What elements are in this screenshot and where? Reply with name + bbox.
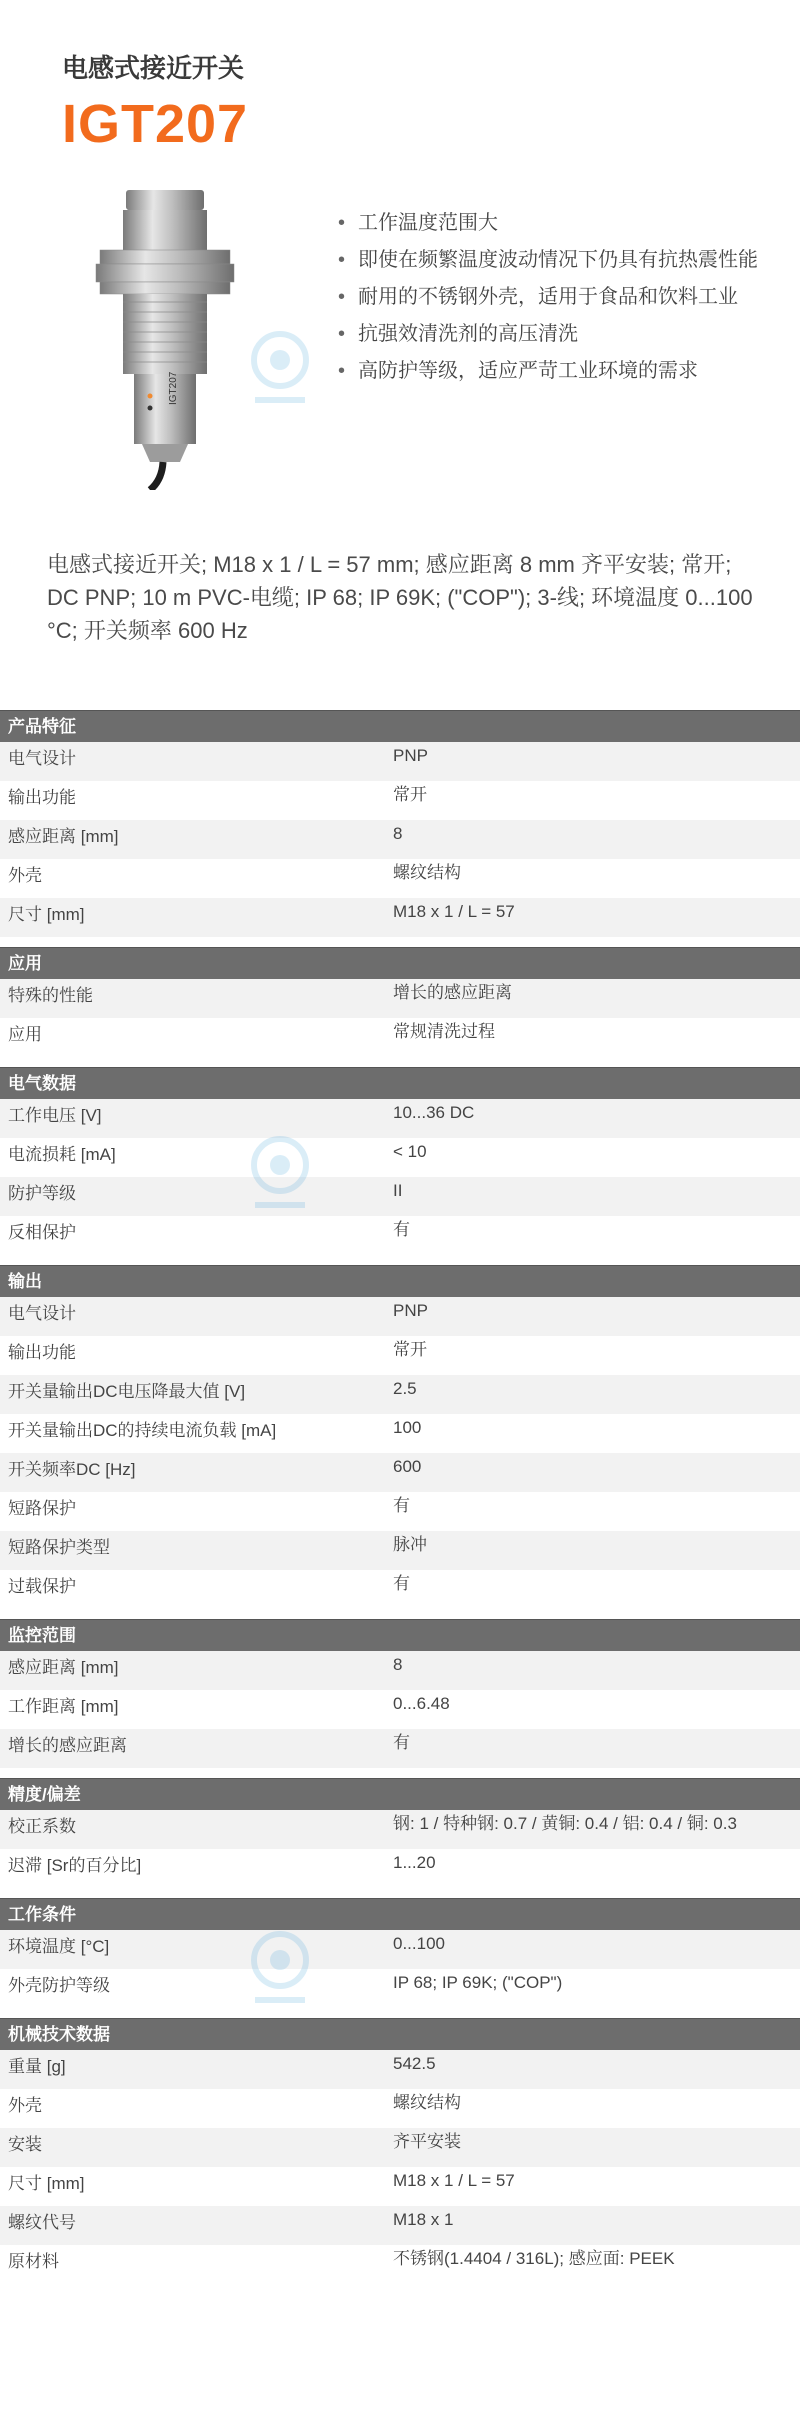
- table-row: [0, 1810, 800, 1849]
- section-header: 工作条件: [0, 1898, 800, 1930]
- table-row: [0, 1018, 800, 1057]
- spec-label: 防护等级: [8, 1184, 76, 1203]
- table-row: [0, 1930, 800, 1969]
- section-header: 机械技术数据: [0, 2018, 800, 2050]
- table-row: [0, 1216, 800, 1255]
- spec-label: 电气设计: [8, 1304, 76, 1323]
- product-description: 电感式接近开关; M18 x 1 / L = 57 mm; 感应距离 8 mm 齐平安装; 常开; DC PNP; 10 m PVC-电缆; IP 68; IP 69K; ("COP"); 3-线; 环境温度 0...100 °C; 开关频率 600 Hz: [47, 552, 753, 643]
- table-row: [0, 1492, 800, 1531]
- spec-label: 工作电压 [V]: [8, 1106, 102, 1125]
- spec-value: 常规清洗过程: [393, 1022, 495, 1041]
- spec-value: 542.5: [393, 2054, 436, 2073]
- table-row: [0, 1453, 800, 1492]
- spec-value: M18 x 1 / L = 57: [393, 2171, 515, 2190]
- table-row: [0, 979, 800, 1018]
- page-header: [62, 48, 248, 155]
- table-row: [0, 898, 800, 937]
- section-header: 监控范围: [0, 1619, 800, 1651]
- table-row: [0, 1690, 800, 1729]
- spec-label: 重量 [g]: [8, 2057, 66, 2076]
- table-row: [0, 2206, 800, 2245]
- spec-label: 开关量输出DC电压降最大值 [V]: [8, 1382, 246, 1401]
- spec-label: 增长的感应距离: [8, 1736, 127, 1755]
- spec-label: 外壳: [8, 2096, 42, 2115]
- spec-label: 尺寸 [mm]: [8, 905, 85, 924]
- spec-value: 螺纹结构: [393, 2093, 461, 2112]
- feature-item: • 工作温度范围大: [338, 205, 758, 242]
- spec-value: 10...36 DC: [393, 1103, 475, 1122]
- table-row: [0, 1414, 800, 1453]
- spec-value: 有: [393, 1733, 410, 1752]
- section-body: [0, 979, 800, 1057]
- table-row: [0, 2245, 800, 2284]
- watermark-logo: [235, 320, 325, 410]
- spec-value: 增长的感应距离: [393, 983, 512, 1002]
- table-row: [0, 2167, 800, 2206]
- spec-value: M18 x 1: [393, 2210, 454, 2229]
- table-row: [0, 1138, 800, 1177]
- spec-label: 尺寸 [mm]: [8, 2174, 85, 2193]
- spec-table: [0, 710, 800, 2284]
- section-body: [0, 1297, 800, 1609]
- table-row: [0, 1177, 800, 1216]
- spec-label: 安装: [8, 2135, 42, 2154]
- section-header: 精度/偏差: [0, 1778, 800, 1810]
- product-marking: IGT207: [168, 371, 179, 405]
- spec-value: 螺纹结构: [393, 863, 461, 882]
- table-row: [0, 820, 800, 859]
- spec-value: 100: [393, 1418, 422, 1437]
- table-row: [0, 1531, 800, 1570]
- spec-value: 不锈钢(1.4404 / 316L); 感应面: PEEK: [393, 2249, 675, 2268]
- spec-label: 开关量输出DC的持续电流负载 [mA]: [8, 1421, 277, 1440]
- spec-value: 齐平安装: [393, 2132, 461, 2151]
- spec-label: 工作距离 [mm]: [8, 1697, 119, 1716]
- spec-label: 短路保护类型: [8, 1538, 110, 1557]
- spec-label: 电气设计: [8, 749, 76, 768]
- spec-value: 8: [393, 824, 403, 843]
- spec-label: 螺纹代号: [8, 2213, 76, 2232]
- feature-item: • 即使在频繁温度波动情况下仍具有抗热震性能: [338, 242, 758, 279]
- spec-label: 反相保护: [8, 1223, 76, 1242]
- spec-label: 电流损耗 [mA]: [8, 1145, 116, 1164]
- spec-label: 输出功能: [8, 788, 76, 807]
- spec-label: 特殊的性能: [8, 986, 93, 1005]
- spec-value: < 10: [393, 1142, 427, 1161]
- section-body: [0, 1930, 800, 2008]
- spec-value: 1...20: [393, 1853, 436, 1872]
- section-body: [0, 2050, 800, 2284]
- spec-label: 外壳: [8, 866, 42, 885]
- spec-label: 感应距离 [mm]: [8, 827, 119, 846]
- table-row: [0, 1651, 800, 1690]
- section-header: 输出: [0, 1265, 800, 1297]
- feature-list: [338, 205, 758, 390]
- section-header: 应用: [0, 947, 800, 979]
- spec-value: PNP: [393, 746, 428, 765]
- spec-label: 过载保护: [8, 1577, 76, 1596]
- product-model: IGT207: [62, 94, 249, 154]
- table-row: [0, 1729, 800, 1768]
- table-row: [0, 1336, 800, 1375]
- spec-label: 应用: [8, 1025, 42, 1044]
- spec-label: 开关频率DC [Hz]: [8, 1460, 136, 1479]
- spec-value: 有: [393, 1574, 410, 1593]
- table-row: [0, 1570, 800, 1609]
- product-image: [90, 190, 240, 490]
- spec-label: 外壳防护等级: [8, 1976, 110, 1995]
- spec-label: 原材料: [8, 2252, 59, 2271]
- spec-value: 有: [393, 1496, 410, 1515]
- table-row: [0, 2050, 800, 2089]
- spec-value: 常开: [393, 785, 427, 804]
- spec-label: 环境温度 [°C]: [8, 1937, 110, 1956]
- table-row: [0, 2089, 800, 2128]
- spec-value: 8: [393, 1655, 403, 1674]
- table-row: [0, 781, 800, 820]
- feature-item: • 高防护等级，适应严苛工业环境的需求: [338, 353, 758, 390]
- table-row: [0, 1849, 800, 1888]
- spec-label: 感应距离 [mm]: [8, 1658, 119, 1677]
- spec-value: 常开: [393, 1340, 427, 1359]
- feature-item: • 抗强效清洗剂的高压清洗: [338, 316, 758, 353]
- section-body: [0, 1651, 800, 1768]
- spec-value: 有: [393, 1220, 410, 1239]
- section-body: [0, 1810, 800, 1888]
- spec-label: 迟滞 [Sr的百分比]: [8, 1856, 142, 1875]
- table-row: [0, 1099, 800, 1138]
- spec-value: PNP: [393, 1301, 428, 1320]
- spec-value: 钢: 1 / 特种钢: 0.7 / 黄铜: 0.4 / 铝: 0.4 / 铜: 0.3: [393, 1814, 737, 1833]
- spec-label: 短路保护: [8, 1499, 76, 1518]
- table-row: [0, 859, 800, 898]
- table-row: [0, 1375, 800, 1414]
- spec-value: II: [393, 1181, 403, 1200]
- spec-label: 输出功能: [8, 1343, 76, 1362]
- table-row: [0, 742, 800, 781]
- spec-label: 校正系数: [8, 1817, 76, 1836]
- spec-value: 脉冲: [393, 1535, 427, 1554]
- section-header: 电气数据: [0, 1067, 800, 1099]
- spec-value: 0...100: [393, 1934, 445, 1953]
- table-row: [0, 1297, 800, 1336]
- spec-value: M18 x 1 / L = 57: [393, 902, 515, 921]
- spec-value: 2.5: [393, 1379, 417, 1398]
- section-header: 产品特征: [0, 710, 800, 742]
- spec-value: IP 68; IP 69K; ("COP"): [393, 1973, 563, 1992]
- table-row: [0, 2128, 800, 2167]
- spec-value: 0...6.48: [393, 1694, 450, 1713]
- feature-item: • 耐用的不锈钢外壳，适用于食品和饮料工业: [338, 279, 758, 316]
- spec-value: 600: [393, 1457, 422, 1476]
- product-category: 电感式接近开关: [62, 53, 245, 83]
- table-row: [0, 1969, 800, 2008]
- section-body: [0, 742, 800, 937]
- section-body: [0, 1099, 800, 1255]
